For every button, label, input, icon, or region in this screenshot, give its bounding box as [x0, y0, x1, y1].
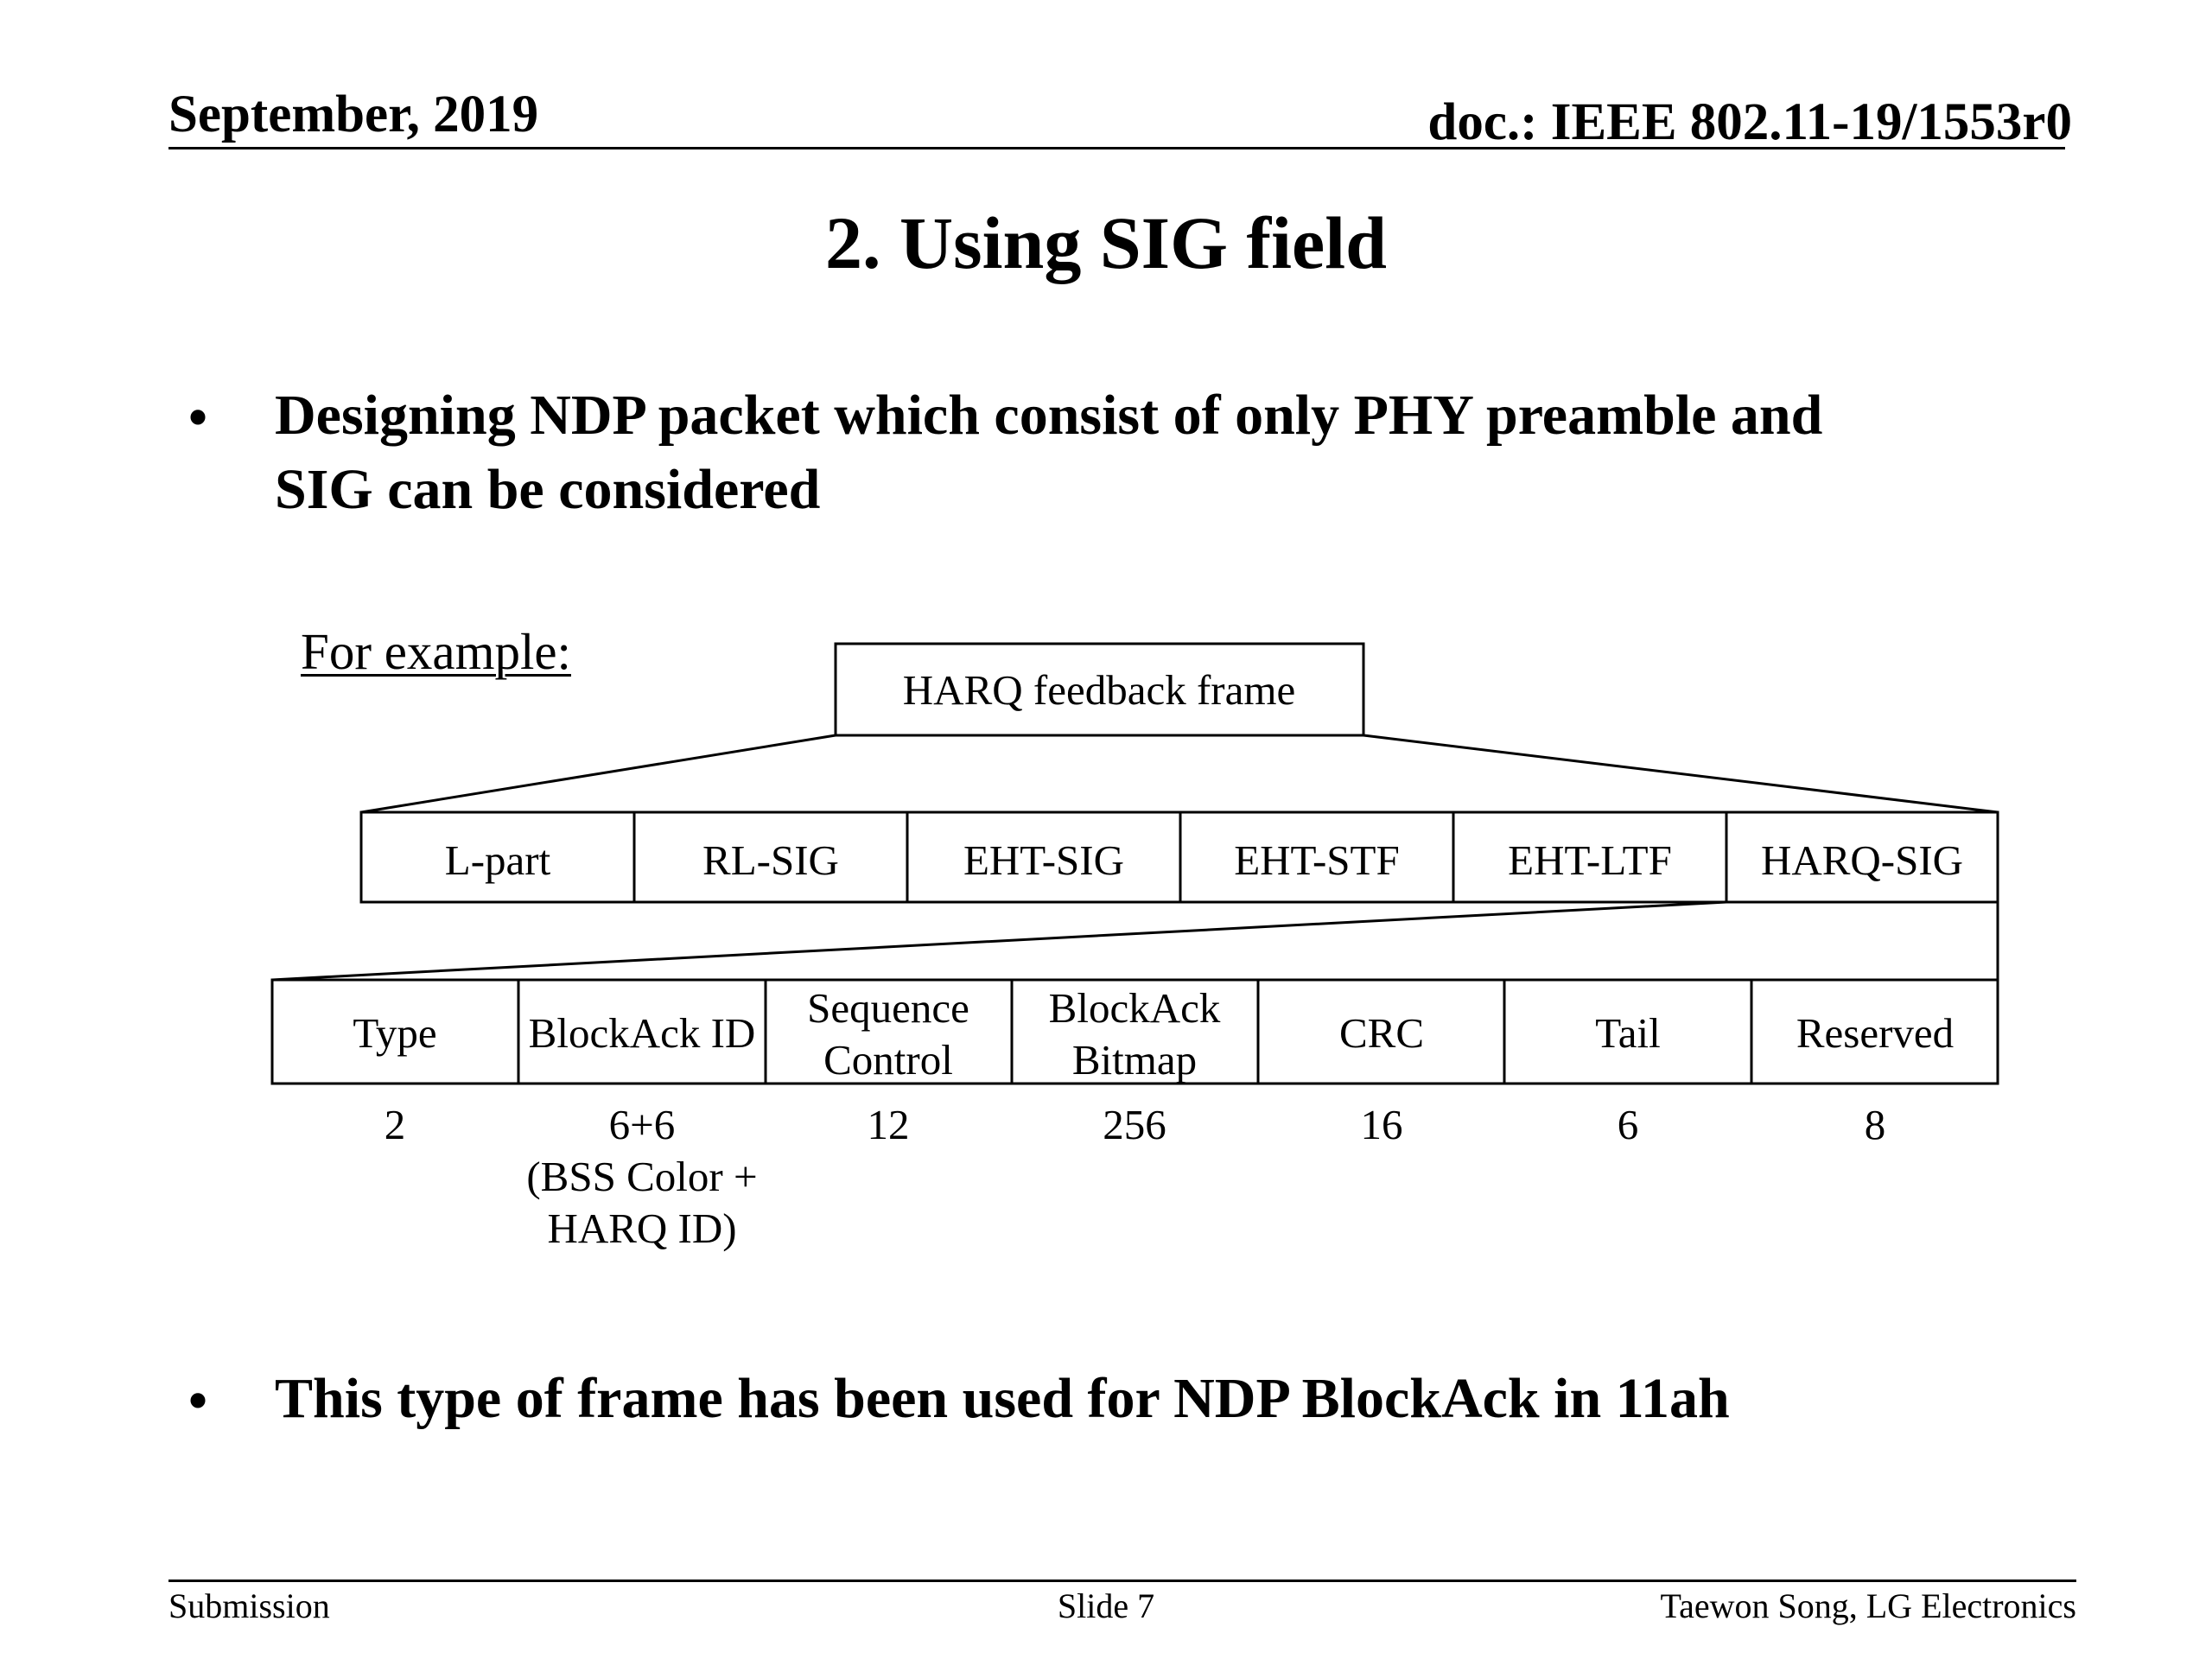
- bits-blockack-id: 6+6: [608, 1101, 676, 1148]
- bits-tail: 6: [1617, 1101, 1639, 1148]
- field-rl-sig: RL-SIG: [702, 836, 839, 884]
- field-harq-sig: HARQ-SIG: [1760, 836, 1964, 884]
- field-eht-stf: EHT-STF: [1234, 836, 1400, 884]
- sig-field-blockack-id: BlockAck ID: [528, 1009, 756, 1057]
- sig-field-crc: CRC: [1338, 1009, 1425, 1057]
- header-date: September, 2019: [168, 86, 539, 143]
- sig-field-sequence-control-line-1: Sequence: [807, 984, 969, 1032]
- bits-reserved: 8: [1864, 1101, 1886, 1148]
- bullet-2-text: This type of frame has been used for NDP BlockAck in 11ah: [275, 1367, 1730, 1430]
- expansion-line-left: [361, 735, 836, 812]
- sig-field-reserved: Reserved: [1796, 1009, 1955, 1057]
- bits-type: 2: [384, 1101, 406, 1148]
- field-l-part: L-part: [444, 836, 551, 884]
- bullet-2-symbol: •: [188, 1370, 208, 1431]
- footer-submission: Submission: [168, 1586, 330, 1625]
- header-doc-id: doc.: IEEE 802.11-19/1553r0: [1427, 93, 2072, 151]
- sig-field-sequence-control-line-2: Control: [823, 1036, 953, 1084]
- bits-blockack-id-note-2: HARQ ID): [547, 1205, 737, 1252]
- bullet-1-line-1: Designing NDP packet which consist of only PHY preamble and: [275, 384, 1823, 447]
- sig-field-blockack-bitmap-line-1: BlockAck: [1048, 984, 1221, 1032]
- bits-crc: 16: [1360, 1101, 1403, 1148]
- bullet-1-symbol: •: [188, 387, 208, 448]
- slide-title: 2. Using SIG field: [825, 201, 1387, 284]
- field-eht-ltf: EHT-LTF: [1508, 836, 1672, 884]
- bits-sequence-control: 12: [867, 1101, 910, 1148]
- bullet-1-line-2: SIG can be considered: [275, 458, 821, 521]
- sig-field-tail: Tail: [1595, 1009, 1661, 1057]
- bits-blockack-id-note-1: (BSS Color +: [526, 1153, 758, 1200]
- field-eht-sig: EHT-SIG: [963, 836, 1125, 884]
- footer-divider: [168, 1580, 2076, 1582]
- example-label: For example:: [301, 623, 571, 680]
- footer-author: Taewon Song, LG Electronics: [1660, 1586, 2076, 1625]
- harq-sig-expansion-left: [272, 902, 1726, 980]
- harq-feedback-frame-label: HARQ feedback frame: [902, 666, 1296, 714]
- sig-field-blockack-bitmap-line-2: Bitmap: [1071, 1036, 1198, 1084]
- bits-blockack-bitmap: 256: [1103, 1101, 1166, 1148]
- sig-field-type: Type: [353, 1009, 437, 1057]
- expansion-line-right: [1363, 735, 1998, 812]
- footer-slide-number: Slide 7: [1057, 1586, 1155, 1625]
